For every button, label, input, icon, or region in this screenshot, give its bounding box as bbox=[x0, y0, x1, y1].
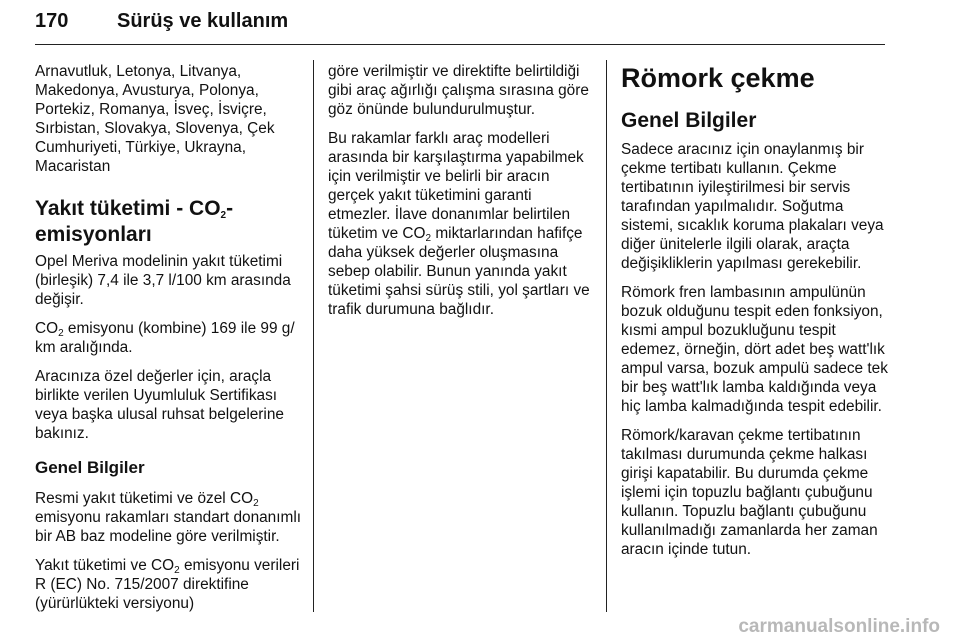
paragraph: Römork fren lambasının ampulünün bozuk olduğunu tespit eden fonksiyon, kısmi ampul bozukluğunu tespit edemez, örneğin, dört adet beş watt'lık ampul varsa, bozuk ampulü sadece tek bir beş watt'lık lamba kaldığında veya hiç lamba kalmadığında tespit edebilir. bbox=[621, 284, 888, 415]
page-number: 170 bbox=[35, 10, 69, 32]
column-divider bbox=[313, 60, 314, 612]
section-title: Sürüş ve kullanım bbox=[117, 10, 289, 32]
header-rule bbox=[35, 44, 885, 45]
country-list: Arnavutluk, Letonya, Litvanya, Makedonya, Avusturya, Polonya, Portekiz, Romanya, İsveç, İsviçre, Sırbistan, Slovakya, Slovenya, Çek Cumhuriyeti, Türkiye, Ukrayna, Macaristan bbox=[35, 63, 275, 175]
paragraph: Aracınıza özel değerler için, araçla birlikte verilen Uyumluluk Sertifikası veya başka ulusal ruhsat belgelerine bakınız. bbox=[35, 368, 284, 442]
paragraph: Resmi yakıt tüketimi ve özel $CO_2$ emisyonu rakamları standart donanımlı bir AB baz modeline göre verilmiştir. bbox=[35, 490, 302, 545]
fuel-consumption-heading: Yakıt tüketimi - $CO_2-$ emisyonları bbox=[35, 197, 234, 246]
general-info-subheading: Genel Bilgiler bbox=[621, 109, 757, 132]
trailer-towing-heading: Römork çekme bbox=[621, 63, 815, 93]
general-info-heading: Genel Bilgiler bbox=[35, 458, 145, 477]
paragraph: Yakıt tüketimi ve $CO_2$ emisyonu verileri R (EC) No. 715/2007 direktifine (yürürlükteki versiyonu) bbox=[35, 557, 300, 612]
column-divider bbox=[606, 60, 607, 612]
paragraph: Sadece aracınız için onaylanmış bir çekme tertibatı kullanın. Çekme tertibatının iyileştirilmesi bir servis tarafından yapılmalıdır. Soğutma sistemi, sıcaklık koruma plakaları veya diğer ünitelerle ilgili olarak, araçta değişikliklerin yapılması gerekebilir. bbox=[621, 141, 884, 272]
paragraph: göre verilmiştir ve direktifte belirtildiği gibi araç ağırlığı çalışma sırasına göre göz önünde bulundurulmuştur. bbox=[328, 63, 589, 118]
paragraph: Opel Meriva modelinin yakıt tüketimi (birleşik) 7,4 ile 3,7 l/100 km arasında değişir. bbox=[35, 253, 291, 308]
paragraph: Bu rakamlar farklı araç modelleri arasında bir karşılaştırma yapabilmek için verilmiştir ve belirli bir aracın gerçek yakıt tüketimini garanti etmezler. İlave donanımlar belirtilen tüketim ve $CO_2$ miktarlarından hafifçe daha yüksek değerler oluşmasına sebep olabilir. Bunun yanında yakıt tüketimi şahsi sürüş stili, yol şartları ve trafik durumuna bağlıdır. bbox=[328, 130, 590, 318]
column-2 bbox=[328, 62, 596, 329]
column-1 bbox=[35, 62, 303, 623]
watermark: carmanualsonline.info bbox=[738, 616, 940, 637]
column-3 bbox=[621, 62, 889, 569]
paragraph: $CO_2$ emisyonu (kombine) 169 ile 99 g/ km aralığında. bbox=[35, 320, 295, 356]
paragraph: Römork/karavan çekme tertibatının takılması durumunda çekme halkası girişi kapatabilir. Bu durumda çekme işlemi için topuzlu bağlantı çubuğunu kullanın. Topuzlu bağlantı çubuğunu kullanılmadığı zamanlarda her zaman aracın içinde tutun. bbox=[621, 427, 878, 558]
